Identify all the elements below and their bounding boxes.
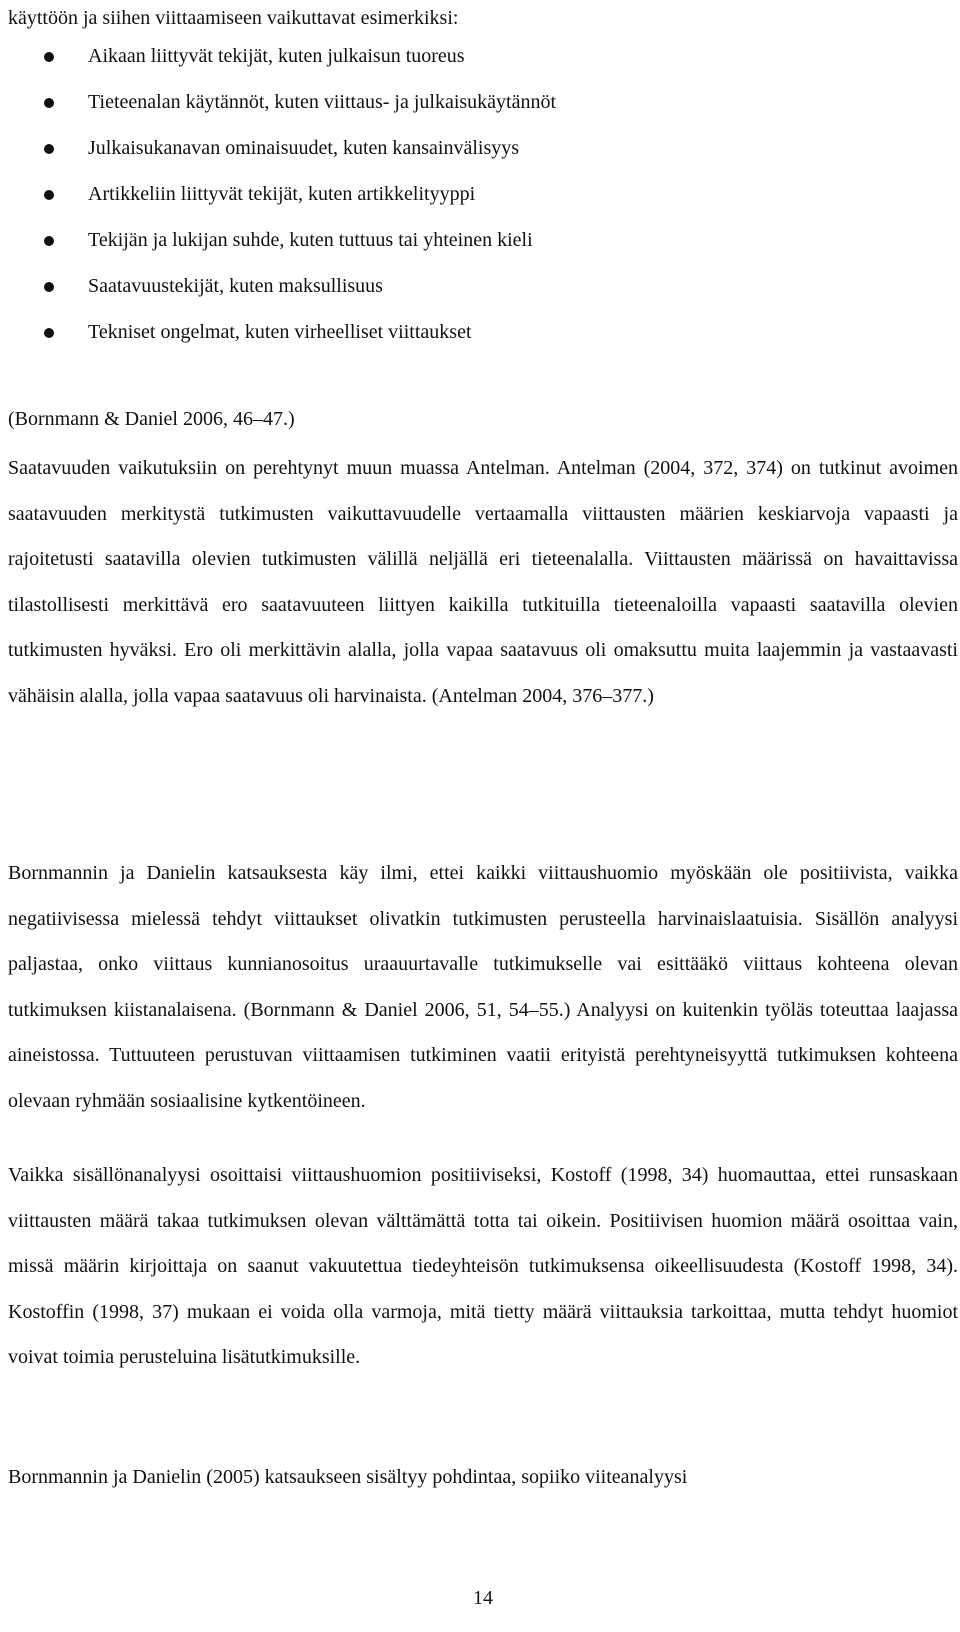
list-item (8, 276, 556, 322)
bullet-icon (44, 282, 54, 292)
body-paragraph: Vaikka sisällönanalyysi osoittaisi viittaushuomion positiiviseksi, Kostoff (1998, 34) huomauttaa, ettei runsaskaan viittausten määrä takaa tutkimuksen olevan välttämättä totta tai oikein. Positiivisen huomion määrä osoittaa vain, missä määrin kirjoittaja on saanut vakuutettua tiedeyhteisön tutkimuksensa oikeellisuudesta (Kostoff 1998, 34). Kostoffin (1998, 37) mukaan ei voida olla varmoja, mitä tietty määrä viittauksia tarkoittaa, mutta tehdyt huomiot voivat toimia perusteluina lisätutkimuksille. (8, 1164, 958, 1369)
list-item-text: Saatavuustekijät, kuten maksullisuus (88, 275, 383, 297)
bullet-icon (44, 328, 54, 338)
body-paragraph: Bornmannin ja Danielin katsauksesta käy ilmi, ettei kaikki viittaushuomio myöskään ole positiivista, vaikka negatiivisessa mielessä tehdyt viittaukset olivatkin tutkimusten perusteella harvinaislaatuisia. Sisällön analyysi paljastaa, onko viittaus kunnianosoitus uraauurtavalle tutkimukselle vai esittääkö viittaus kohteena olevan tutkimuksen kiistanalaisena. (Bornmann & Daniel 2006, 51, 54–55.) Analyysi on kuitenkin työläs toteuttaa laajassa aineistossa. Tuttuuteen perustuvan viittaamisen tutkiminen vaatii erityistä perehtyneisyyttä tutkimuksen kohteena olevaan ryhmään sosiaalisine kytkentöineen. (8, 862, 958, 1112)
list-item (8, 184, 556, 230)
list-item (8, 230, 556, 276)
list-item-text: Artikkeliin liittyvät tekijät, kuten artikkelityyppi (88, 183, 476, 205)
body-paragraph: Saatavuuden vaikutuksiin on perehtynyt muun muassa Antelman. Antelman (2004, 372, 374) on tutkinut avoimen saatavuuden merkitystä tutkimusten vaikuttavuudelle vertaamalla viittausten määrien keskiarvoja vapaasti ja rajoitetusti saatavilla olevien tutkimusten välillä neljällä eri tieteenalalla. Viittausten määrissä on havaittavissa tilastollisesti merkittävä ero saatavuuteen liittyen kaikilla tutkituilla tieteenaloilla vapaasti saatavilla olevien tutkimusten hyväksi. Ero oli merkittävin alalla, jolla vapaa saatavuus oli omaksuttu muita laajemmin ja vastaavasti vähäisin alalla, jolla vapaa saatavuus oli harvinaista. (Antelman 2004, 376–377.) (8, 457, 958, 707)
list-item-text: Julkaisukanavan ominaisuudet, kuten kansainvälisyys (88, 137, 520, 159)
bullet-icon (44, 144, 54, 154)
bullet-icon (44, 52, 54, 62)
document-page (8, 0, 958, 1632)
list-item-text: Tieteenalan käytännöt, kuten viittaus- ja julkaisukäytännöt (88, 91, 557, 113)
page-number: 14 (473, 1587, 493, 1609)
factor-list (8, 46, 556, 368)
list-item-text: Aikaan liittyvät tekijät, kuten julkaisun tuoreus (88, 45, 465, 67)
list-item (8, 322, 556, 368)
intro-line: käyttöön ja siihen viittaamiseen vaikuttavat esimerkiksi: (8, 7, 459, 29)
bullet-icon (44, 98, 54, 108)
list-item (8, 46, 556, 92)
bullet-icon (44, 190, 54, 200)
list-item (8, 138, 556, 184)
body-paragraph: Bornmannin ja Danielin (2005) katsaukseen sisältyy pohdintaa, sopiiko viiteanalyysi (8, 1466, 688, 1488)
bullet-icon (44, 236, 54, 246)
list-item-text: Tekijän ja lukijan suhde, kuten tuttuus tai yhteinen kieli (88, 229, 533, 251)
citation-paragraph: (Bornmann & Daniel 2006, 46–47.) (8, 408, 295, 430)
list-item (8, 92, 556, 138)
list-item-text: Tekniset ongelmat, kuten virheelliset viittaukset (88, 321, 472, 343)
